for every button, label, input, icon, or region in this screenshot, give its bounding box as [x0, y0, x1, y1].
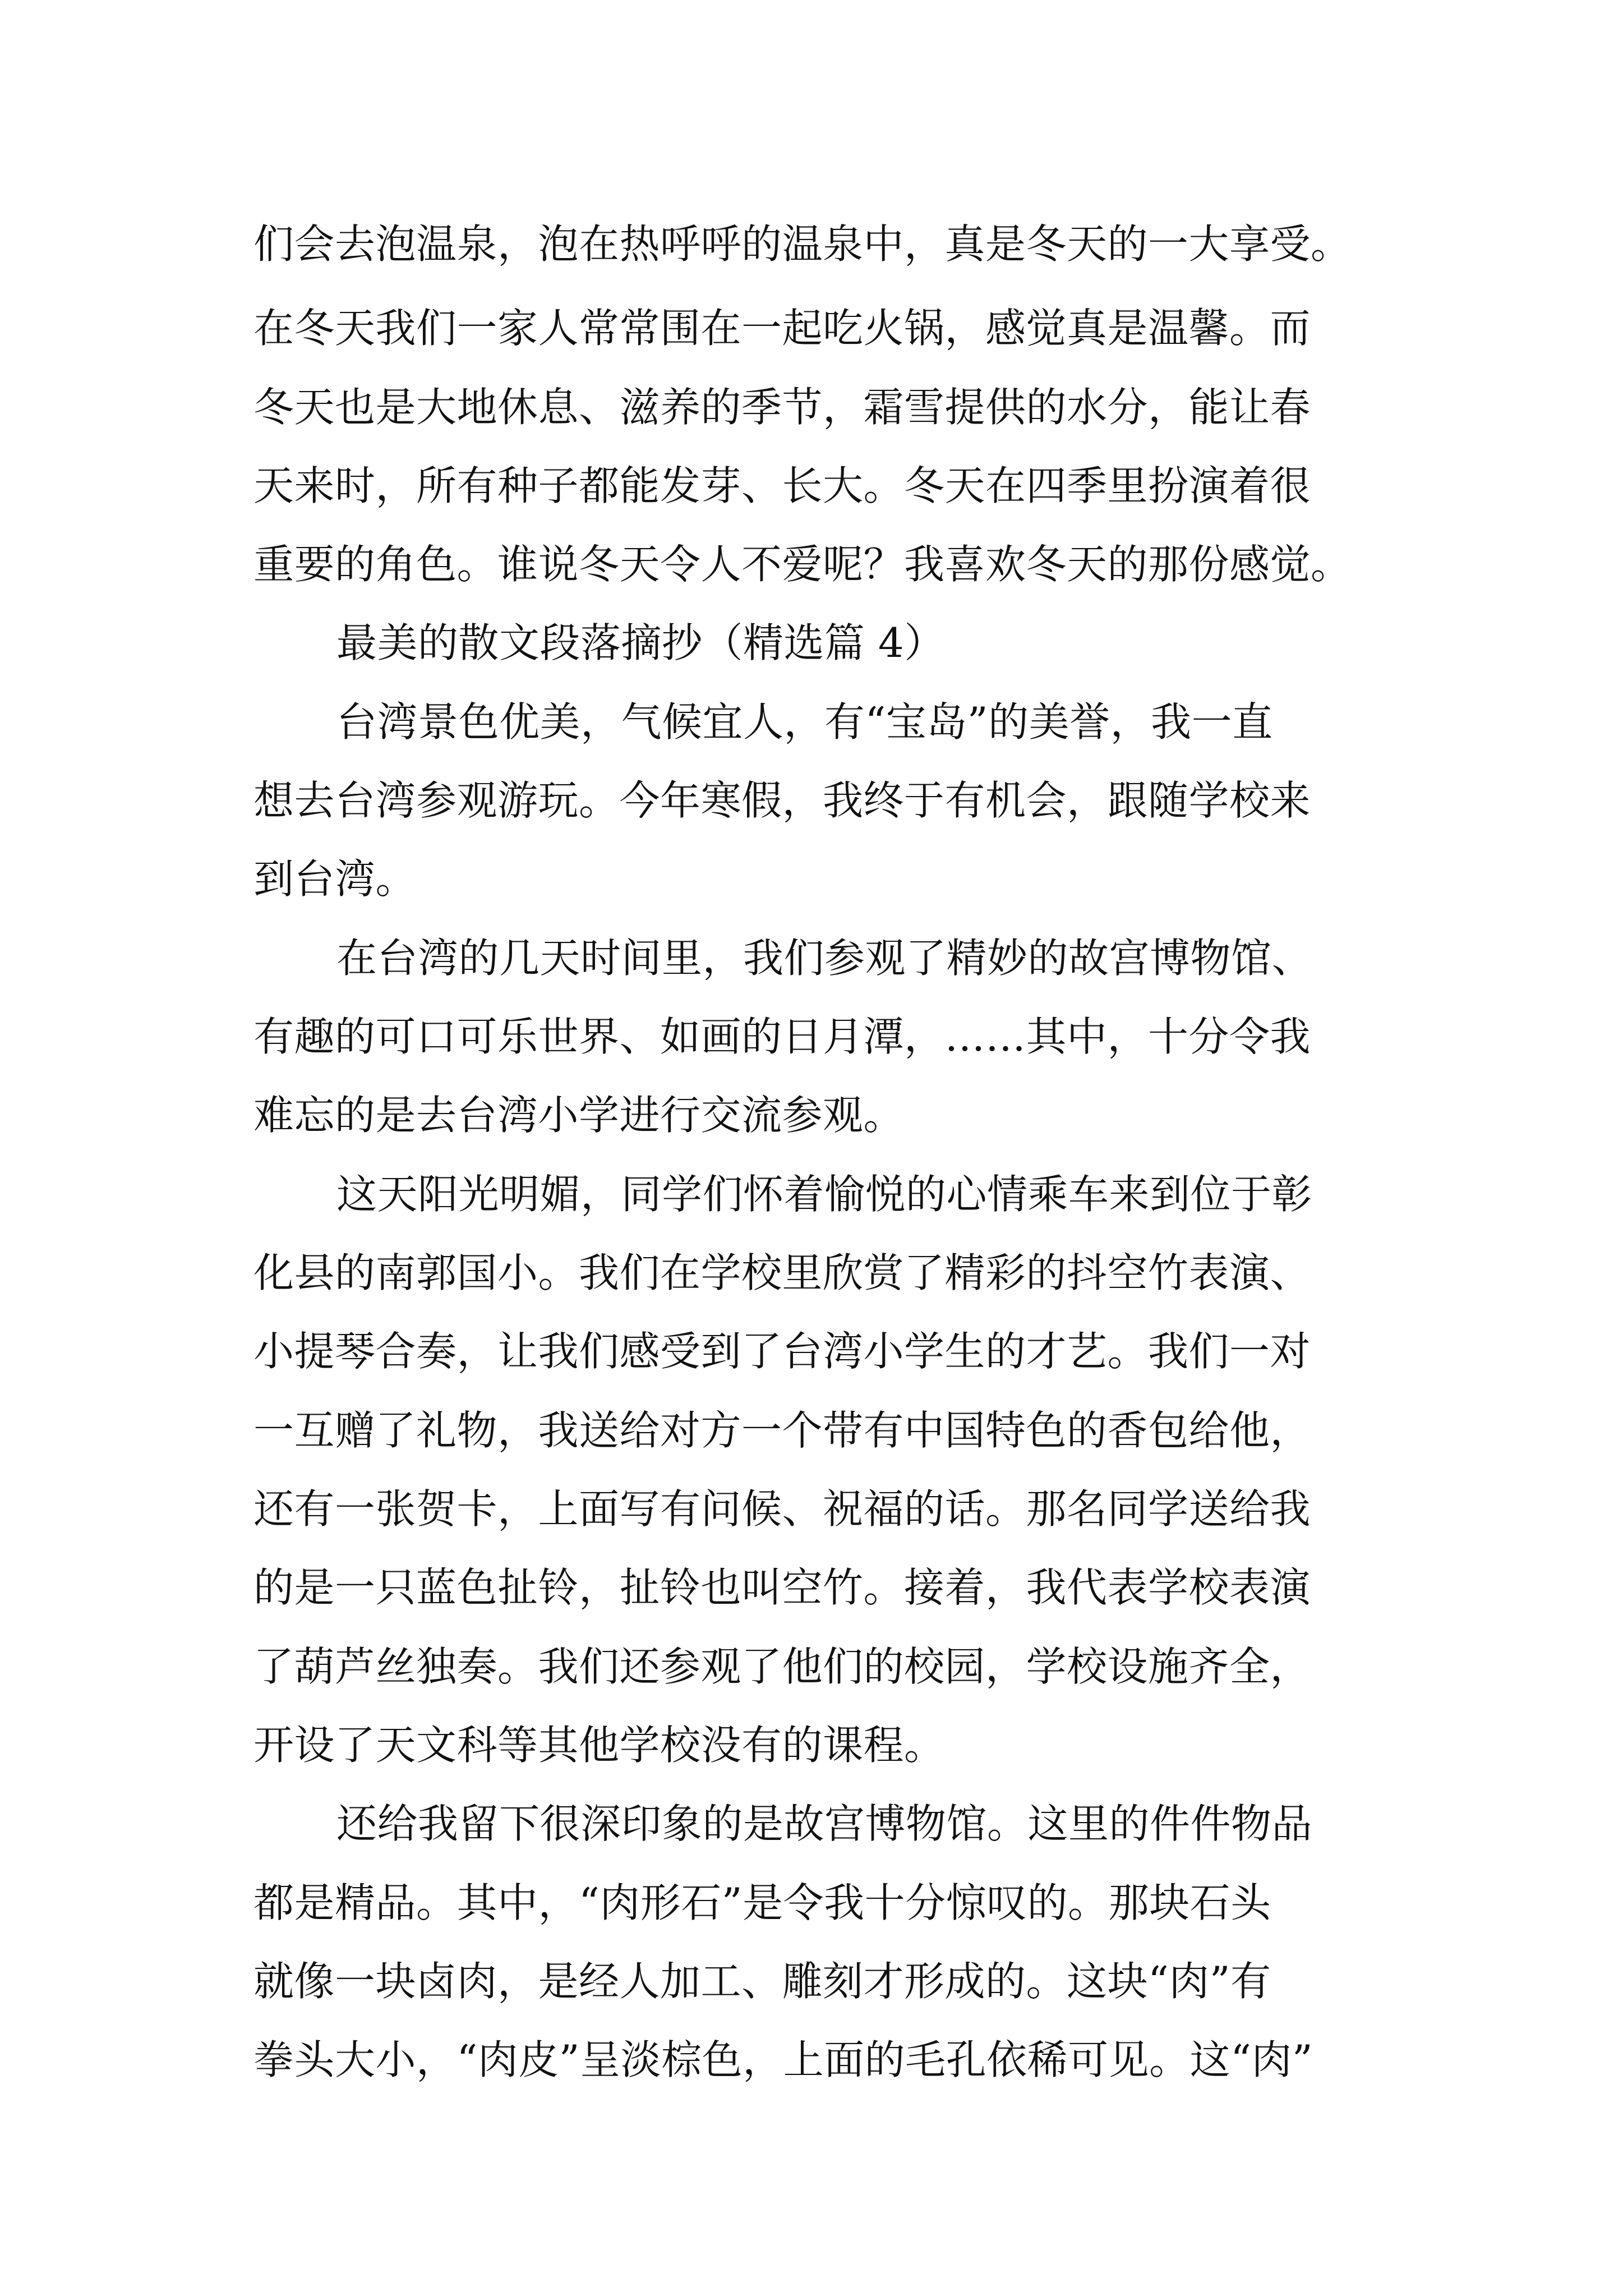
text-line: 台湾景色优美，气候宜人，有“宝岛”的美誉，我一直	[336, 698, 1273, 746]
text-line: 开设了天文科等其他学校没有的课程。	[253, 1722, 945, 1769]
text-line: 最美的散文段落摘抄（精选篇 4）	[336, 619, 945, 666]
text-line: 了葫芦丝独奏。我们还参观了他们的校园，学校设施齐全，	[253, 1643, 1311, 1690]
text-line: 想去台湾参观游玩。今年寒假，我终于有机会，跟随学校来	[253, 777, 1311, 824]
text-line: 天来时，所有种子都能发芽、长大。冬天在四季里扮演着很	[253, 462, 1311, 509]
text-line: 都是精品。其中，“肉形石”是令我十分惊叹的。那块石头	[253, 1879, 1271, 1926]
text-line: 还有一张贺卡，上面写有问候、祝福的话。那名同学送给我	[253, 1485, 1311, 1533]
text-line: 小提琴合奏，让我们感受到了台湾小学生的才艺。我们一对	[253, 1328, 1311, 1375]
text-line: 的是一只蓝色扯铃，扯铃也叫空竹。接着，我代表学校表演	[253, 1564, 1311, 1611]
text-line: 有趣的可口可乐世界、如画的日月潭，……其中，十分令我	[253, 1013, 1311, 1060]
text-line: 在台湾的几天时间里，我们参观了精妙的故宫博物馆、	[336, 935, 1313, 982]
text-line: 冬天也是大地休息、滋养的季节，霜雪提供的水分，能让春	[253, 384, 1311, 431]
text-line: 到台湾。	[253, 855, 417, 903]
text-line: 化县的南郭国小。我们在学校里欣赏了精彩的抖空竹表演、	[253, 1249, 1311, 1296]
text-line: 这天阳光明媚，同学们怀着愉悦的心情乘车来到位于彰	[336, 1171, 1313, 1218]
text-line: 们会去泡温泉，泡在热呼呼的温泉中，真是冬天的一大享受。	[253, 220, 1352, 268]
text-line: 重要的角色。谁说冬天令人不爱呢？我喜欢冬天的那份感觉。	[253, 541, 1352, 588]
text-line: 拳头大小，“肉皮”呈淡棕色，上面的毛孔依稀可见。这“肉”	[253, 2036, 1313, 2083]
text-line: 一互赠了礼物，我送给对方一个带有中国特色的香包给他，	[253, 1407, 1311, 1454]
text-line: 就像一块卤肉，是经人加工、雕刻才形成的。这块“肉”有	[253, 1958, 1271, 2005]
text-line: 在冬天我们一家人常常围在一起吃火锅，感觉真是温馨。而	[253, 305, 1311, 352]
text-line: 难忘的是去台湾小学进行交流参观。	[253, 1092, 905, 1139]
text-line: 还给我留下很深印象的是故宫博物馆。这里的件件物品	[336, 1800, 1313, 1847]
